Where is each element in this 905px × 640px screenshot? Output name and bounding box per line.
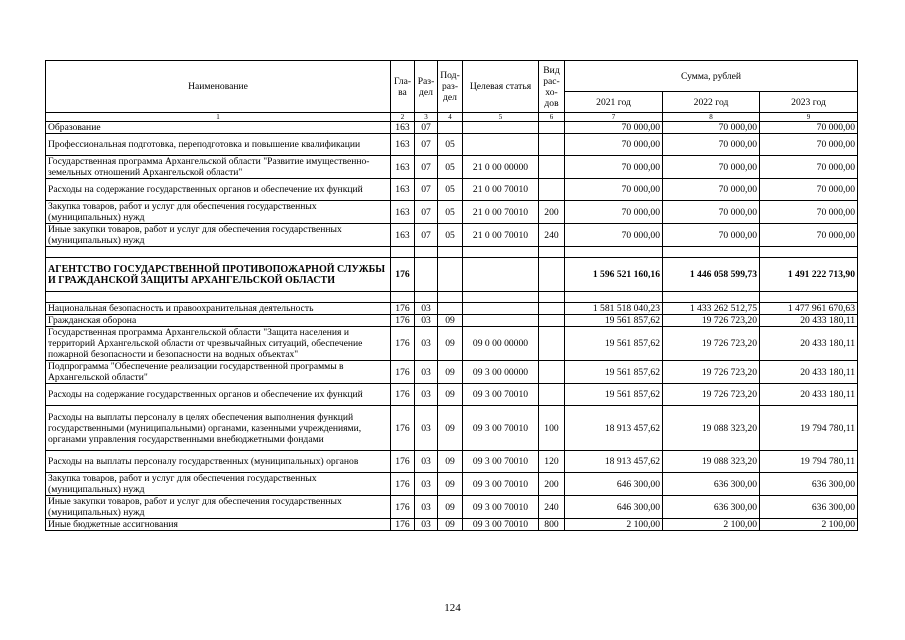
cell-sum-2022: 19 088 323,20 xyxy=(663,406,760,451)
column-number: 8 xyxy=(663,113,760,122)
cell-target: 21 0 00 00000 xyxy=(463,156,539,179)
cell-vid xyxy=(539,361,565,384)
cell-glava xyxy=(391,292,415,303)
cell-target xyxy=(463,303,539,315)
cell-podrazdel xyxy=(438,122,463,134)
header-glava: Гла- ва xyxy=(391,61,415,113)
cell-sum-2023: 2 100,00 xyxy=(760,519,858,531)
cell-glava: 176 xyxy=(391,384,415,406)
cell-vid xyxy=(539,179,565,201)
cell-sum-2022: 70 000,00 xyxy=(663,224,760,247)
cell-podrazdel xyxy=(438,292,463,303)
column-number: 6 xyxy=(539,113,565,122)
cell-glava: 176 xyxy=(391,315,415,327)
cell-sum-2022 xyxy=(663,292,760,303)
cell-target: 09 0 00 00000 xyxy=(463,327,539,361)
cell-razdel: 03 xyxy=(415,361,438,384)
cell-sum-2022: 1 446 058 599,73 xyxy=(663,258,760,292)
cell-sum-2023: 20 433 180,11 xyxy=(760,315,858,327)
cell-glava: 163 xyxy=(391,156,415,179)
cell-sum-2021: 70 000,00 xyxy=(565,201,663,224)
cell-glava: 176 xyxy=(391,451,415,473)
cell-name: Подпрограмма "Обеспечение реализации государственной программы в Архангельской области" xyxy=(46,361,391,384)
table-row xyxy=(46,406,858,451)
cell-target: 09 3 00 70010 xyxy=(463,496,539,519)
cell-sum-2023: 70 000,00 xyxy=(760,224,858,247)
cell-glava: 176 xyxy=(391,303,415,315)
cell-sum-2021: 18 913 457,62 xyxy=(565,451,663,473)
cell-target xyxy=(463,122,539,134)
table-row xyxy=(46,224,858,247)
cell-vid xyxy=(539,134,565,156)
table-row xyxy=(46,384,858,406)
cell-sum-2022: 70 000,00 xyxy=(663,122,760,134)
column-number: 9 xyxy=(760,113,858,122)
cell-vid: 800 xyxy=(539,519,565,531)
cell-name: Закупка товаров, работ и услуг для обеспечения государственных (муниципальных) нужд xyxy=(46,201,391,224)
cell-sum-2022: 19 726 723,20 xyxy=(663,315,760,327)
table-row xyxy=(46,179,858,201)
table-header xyxy=(46,61,858,122)
cell-name: Расходы на содержание государственных органов и обеспечение их функций xyxy=(46,384,391,406)
cell-razdel xyxy=(415,247,438,258)
cell-sum-2022: 19 726 723,20 xyxy=(663,361,760,384)
cell-name: Гражданская оборона xyxy=(46,315,391,327)
cell-name: Образование xyxy=(46,122,391,134)
cell-name: Расходы на выплаты персоналу государственных (муниципальных) органов xyxy=(46,451,391,473)
cell-razdel: 07 xyxy=(415,122,438,134)
cell-sum-2022: 636 300,00 xyxy=(663,473,760,496)
header-year-2023: 2023 год xyxy=(760,92,858,113)
cell-glava: 176 xyxy=(391,519,415,531)
cell-podrazdel: 05 xyxy=(438,156,463,179)
cell-target xyxy=(463,258,539,292)
cell-vid: 240 xyxy=(539,224,565,247)
cell-razdel: 07 xyxy=(415,201,438,224)
cell-vid: 120 xyxy=(539,451,565,473)
cell-sum-2021: 19 561 857,62 xyxy=(565,384,663,406)
cell-podrazdel: 09 xyxy=(438,315,463,327)
cell-glava: 176 xyxy=(391,473,415,496)
cell-podrazdel: 05 xyxy=(438,179,463,201)
cell-razdel: 03 xyxy=(415,384,438,406)
cell-sum-2022: 19 726 723,20 xyxy=(663,327,760,361)
cell-sum-2022: 1 433 262 512,75 xyxy=(663,303,760,315)
cell-sum-2023: 20 433 180,11 xyxy=(760,384,858,406)
cell-razdel: 03 xyxy=(415,315,438,327)
cell-razdel xyxy=(415,292,438,303)
cell-target xyxy=(463,247,539,258)
table-row xyxy=(46,122,858,134)
column-number: 1 xyxy=(46,113,391,122)
cell-sum-2023 xyxy=(760,247,858,258)
header-year-2021: 2021 год xyxy=(565,92,663,113)
cell-name xyxy=(46,292,391,303)
cell-name: Иные бюджетные ассигнования xyxy=(46,519,391,531)
cell-sum-2021: 19 561 857,62 xyxy=(565,327,663,361)
cell-sum-2021: 70 000,00 xyxy=(565,134,663,156)
table-row xyxy=(46,292,858,303)
cell-vid: 240 xyxy=(539,496,565,519)
cell-glava: 163 xyxy=(391,122,415,134)
cell-name: Государственная программа Архангельской области "Развитие имущественно-земельных отношений Архангельской области" xyxy=(46,156,391,179)
cell-sum-2021: 70 000,00 xyxy=(565,156,663,179)
cell-razdel: 07 xyxy=(415,134,438,156)
cell-glava: 176 xyxy=(391,327,415,361)
header-sum: Сумма, рублей xyxy=(565,61,858,92)
cell-glava: 163 xyxy=(391,224,415,247)
cell-sum-2021: 1 581 518 040,23 xyxy=(565,303,663,315)
column-number: 4 xyxy=(438,113,463,122)
cell-podrazdel xyxy=(438,247,463,258)
table-row xyxy=(46,473,858,496)
cell-sum-2023: 70 000,00 xyxy=(760,134,858,156)
page-number: 124 xyxy=(444,602,461,614)
table-row xyxy=(46,134,858,156)
cell-sum-2021: 1 596 521 160,16 xyxy=(565,258,663,292)
cell-target xyxy=(463,292,539,303)
cell-name: Иные закупки товаров, работ и услуг для обеспечения государственных (муниципальных) нужд xyxy=(46,496,391,519)
cell-name: Профессиональная подготовка, переподготовка и повышение квалификации xyxy=(46,134,391,156)
table-body xyxy=(46,122,858,531)
cell-glava: 176 xyxy=(391,496,415,519)
cell-sum-2023 xyxy=(760,292,858,303)
cell-target: 21 0 00 70010 xyxy=(463,201,539,224)
cell-glava: 176 xyxy=(391,258,415,292)
column-numbers-row xyxy=(46,113,858,122)
table-row xyxy=(46,361,858,384)
cell-name: Национальная безопасность и правоохранительная деятельность xyxy=(46,303,391,315)
cell-sum-2021 xyxy=(565,247,663,258)
cell-podrazdel: 09 xyxy=(438,406,463,451)
cell-podrazdel: 05 xyxy=(438,134,463,156)
column-number: 7 xyxy=(565,113,663,122)
cell-sum-2023: 20 433 180,11 xyxy=(760,327,858,361)
cell-sum-2023: 19 794 780,11 xyxy=(760,451,858,473)
cell-glava: 176 xyxy=(391,361,415,384)
cell-name: Закупка товаров, работ и услуг для обеспечения государственных (муниципальных) нужд xyxy=(46,473,391,496)
table-row xyxy=(46,303,858,315)
table-row xyxy=(46,315,858,327)
table-row xyxy=(46,156,858,179)
cell-razdel: 07 xyxy=(415,224,438,247)
cell-sum-2023: 70 000,00 xyxy=(760,201,858,224)
cell-razdel: 07 xyxy=(415,179,438,201)
cell-sum-2022: 70 000,00 xyxy=(663,134,760,156)
table-row xyxy=(46,201,858,224)
cell-sum-2021: 18 913 457,62 xyxy=(565,406,663,451)
cell-podrazdel: 09 xyxy=(438,451,463,473)
header-year-2022: 2022 год xyxy=(663,92,760,113)
cell-vid: 100 xyxy=(539,406,565,451)
cell-sum-2021: 646 300,00 xyxy=(565,496,663,519)
cell-sum-2021: 19 561 857,62 xyxy=(565,315,663,327)
cell-sum-2022: 70 000,00 xyxy=(663,156,760,179)
cell-target: 09 3 00 70010 xyxy=(463,519,539,531)
cell-vid xyxy=(539,258,565,292)
cell-vid xyxy=(539,292,565,303)
table-row xyxy=(46,519,858,531)
cell-sum-2022: 70 000,00 xyxy=(663,201,760,224)
cell-razdel: 03 xyxy=(415,451,438,473)
header-target: Целевая статья xyxy=(463,61,539,113)
cell-sum-2023: 19 794 780,11 xyxy=(760,406,858,451)
cell-name: Расходы на выплаты персоналу в целях обеспечения выполнения функций государственными (муниципальными) органами, казенными учреждениями, органами управления государственными внебюджетными фондами xyxy=(46,406,391,451)
cell-sum-2021: 70 000,00 xyxy=(565,224,663,247)
cell-podrazdel: 05 xyxy=(438,224,463,247)
column-number: 2 xyxy=(391,113,415,122)
cell-sum-2022: 19 088 323,20 xyxy=(663,451,760,473)
cell-sum-2023: 1 477 961 670,63 xyxy=(760,303,858,315)
cell-sum-2023: 20 433 180,11 xyxy=(760,361,858,384)
cell-sum-2021 xyxy=(565,292,663,303)
cell-sum-2023: 1 491 222 713,90 xyxy=(760,258,858,292)
cell-sum-2022: 19 726 723,20 xyxy=(663,384,760,406)
cell-podrazdel: 05 xyxy=(438,201,463,224)
cell-sum-2023: 70 000,00 xyxy=(760,122,858,134)
cell-razdel: 03 xyxy=(415,327,438,361)
table-row xyxy=(46,247,858,258)
cell-razdel: 03 xyxy=(415,496,438,519)
cell-sum-2023: 70 000,00 xyxy=(760,156,858,179)
cell-vid xyxy=(539,315,565,327)
cell-target: 21 0 00 70010 xyxy=(463,224,539,247)
cell-sum-2021: 70 000,00 xyxy=(565,179,663,201)
cell-name: Иные закупки товаров, работ и услуг для обеспечения государственных (муниципальных) нужд xyxy=(46,224,391,247)
header-vid: Вид рас- хо- дов xyxy=(539,61,565,113)
cell-glava: 163 xyxy=(391,179,415,201)
cell-vid xyxy=(539,327,565,361)
cell-glava: 176 xyxy=(391,406,415,451)
cell-vid xyxy=(539,156,565,179)
cell-target xyxy=(463,315,539,327)
table-row xyxy=(46,258,858,292)
cell-sum-2021: 2 100,00 xyxy=(565,519,663,531)
cell-target: 09 3 00 70010 xyxy=(463,406,539,451)
cell-vid xyxy=(539,122,565,134)
cell-target: 09 3 00 00000 xyxy=(463,361,539,384)
cell-sum-2021: 646 300,00 xyxy=(565,473,663,496)
cell-podrazdel: 09 xyxy=(438,496,463,519)
cell-razdel: 07 xyxy=(415,156,438,179)
cell-razdel: 03 xyxy=(415,519,438,531)
cell-sum-2023: 636 300,00 xyxy=(760,473,858,496)
cell-podrazdel: 09 xyxy=(438,384,463,406)
cell-name: АГЕНТСТВО ГОСУДАРСТВЕННОЙ ПРОТИВОПОЖАРНОЙ СЛУЖБЫ И ГРАЖДАНСКОЙ ЗАЩИТЫ АРХАНГЕЛЬСКОЙ ОБЛАСТИ xyxy=(46,258,391,292)
table-row xyxy=(46,327,858,361)
column-number: 5 xyxy=(463,113,539,122)
header-podrazdel: Под- раз- дел xyxy=(438,61,463,113)
cell-glava: 163 xyxy=(391,201,415,224)
cell-razdel: 03 xyxy=(415,473,438,496)
cell-sum-2021: 70 000,00 xyxy=(565,122,663,134)
table-row xyxy=(46,496,858,519)
cell-sum-2022: 70 000,00 xyxy=(663,179,760,201)
cell-sum-2022: 636 300,00 xyxy=(663,496,760,519)
cell-podrazdel: 09 xyxy=(438,361,463,384)
cell-target: 09 3 00 70010 xyxy=(463,473,539,496)
cell-podrazdel xyxy=(438,303,463,315)
cell-glava: 163 xyxy=(391,134,415,156)
cell-razdel: 03 xyxy=(415,406,438,451)
budget-table xyxy=(45,60,858,531)
cell-sum-2023: 70 000,00 xyxy=(760,179,858,201)
cell-podrazdel: 09 xyxy=(438,473,463,496)
cell-sum-2023: 636 300,00 xyxy=(760,496,858,519)
cell-name: Расходы на содержание государственных органов и обеспечение их функций xyxy=(46,179,391,201)
cell-podrazdel xyxy=(438,258,463,292)
cell-sum-2022: 2 100,00 xyxy=(663,519,760,531)
cell-target: 09 3 00 70010 xyxy=(463,384,539,406)
cell-vid: 200 xyxy=(539,201,565,224)
cell-target: 21 0 00 70010 xyxy=(463,179,539,201)
cell-vid xyxy=(539,303,565,315)
cell-name: Государственная программа Архангельской области "Защита населения и территорий Архангельской области от чрезвычайных ситуаций, обеспечение пожарной безопасности и безопасности на водных объектах" xyxy=(46,327,391,361)
cell-vid: 200 xyxy=(539,473,565,496)
cell-razdel xyxy=(415,258,438,292)
table-row xyxy=(46,451,858,473)
cell-glava xyxy=(391,247,415,258)
cell-podrazdel: 09 xyxy=(438,519,463,531)
budget-page xyxy=(45,60,857,531)
cell-sum-2022 xyxy=(663,247,760,258)
cell-razdel: 03 xyxy=(415,303,438,315)
cell-target: 09 3 00 70010 xyxy=(463,451,539,473)
cell-podrazdel: 09 xyxy=(438,327,463,361)
cell-target xyxy=(463,134,539,156)
header-name: Наименование xyxy=(46,61,391,113)
cell-sum-2021: 19 561 857,62 xyxy=(565,361,663,384)
header-razdel: Раз- дел xyxy=(415,61,438,113)
column-number: 3 xyxy=(415,113,438,122)
cell-vid xyxy=(539,247,565,258)
cell-name xyxy=(46,247,391,258)
cell-vid xyxy=(539,384,565,406)
